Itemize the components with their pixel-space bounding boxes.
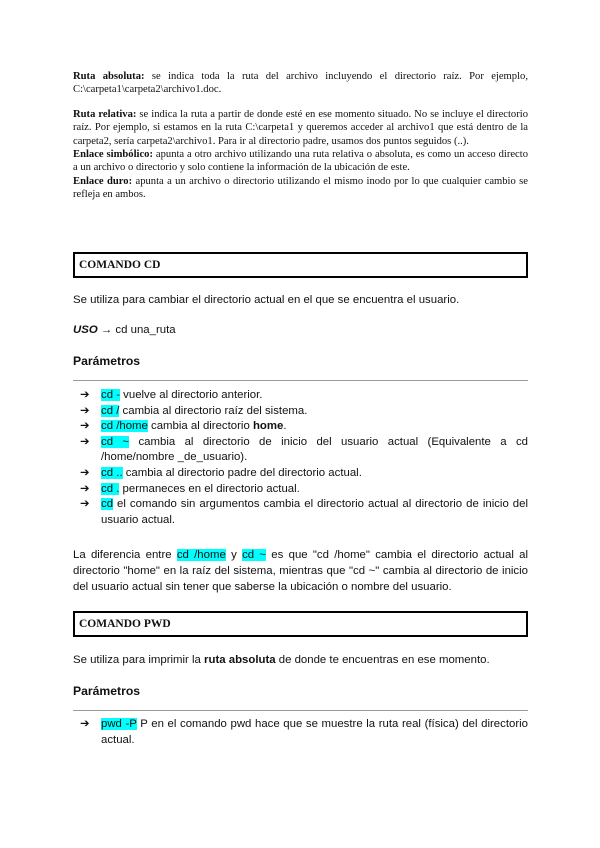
uso-text: cd una_ruta bbox=[112, 324, 176, 336]
definition-text: apunta a otro archivo utilizando una ruta relativa o absoluta, es como un acceso directo a un archivo o directorio y solo contiene la información de la ubicación de este. bbox=[73, 149, 528, 174]
definition-term: Enlace simbólico: bbox=[73, 149, 153, 161]
param-description: cambia al directorio padre del directorio actual. bbox=[122, 466, 362, 479]
uso-label: USO bbox=[73, 324, 98, 336]
command-code: pwd -P bbox=[101, 718, 137, 730]
definition-enlace-duro bbox=[73, 175, 528, 202]
arrow-bullet-icon: ➔ bbox=[80, 420, 90, 433]
section-heading-cd: COMANDO CD bbox=[73, 252, 528, 278]
param-description: el comando sin argumentos cambia el directorio actual al directorio de inicio del usuario actual. bbox=[101, 498, 528, 526]
param-description: cambia al directorio raíz del sistema. bbox=[119, 404, 308, 417]
param-description: cambia al directorio de inicio del usuario actual (Equivalente a cd /home/nombre _de_usuario). bbox=[101, 435, 528, 464]
text-run: es que "cd /home" cambia el directorio actual al directorio "home" en la raíz del sistema, mientras que "cd ~" cambia al directorio de inicio del usuario actual sin tener que saberse la ubicación o nombre del usuario. bbox=[73, 549, 528, 593]
command-code: cd / bbox=[101, 404, 120, 417]
param-description: vuelve al directorio anterior. bbox=[120, 389, 263, 401]
list-item bbox=[73, 435, 528, 466]
pwd-intro bbox=[73, 652, 528, 668]
arrow-bullet-icon: ➔ bbox=[80, 435, 90, 448]
command-code: cd /home bbox=[101, 420, 148, 433]
definition-term: Ruta absoluta: bbox=[73, 71, 145, 82]
param-description: P en el comando pwd hace que se muestre la ruta real (física) del directorio actual. bbox=[101, 718, 528, 746]
definition-text: se indica toda la ruta del archivo incluyendo el directorio raíz. Por ejemplo, C:\carpeta1\carpeta2\archivo1.doc. bbox=[73, 71, 528, 96]
text-run: de donde te encuentras en ese momento. bbox=[275, 654, 490, 666]
definition-ruta-relativa bbox=[73, 108, 528, 148]
definition-enlace-simbolico bbox=[73, 148, 528, 175]
list-item bbox=[73, 497, 528, 528]
divider bbox=[73, 380, 528, 381]
cd-params-list bbox=[73, 388, 528, 528]
cd-usage bbox=[73, 322, 528, 338]
arrow-bullet-icon: ➔ bbox=[80, 718, 90, 730]
divider bbox=[73, 710, 528, 711]
cd-params-heading: Parámetros bbox=[73, 354, 141, 368]
pwd-params-heading: Parámetros bbox=[73, 684, 141, 698]
list-item bbox=[73, 388, 528, 404]
list-item bbox=[73, 717, 528, 748]
list-item bbox=[73, 482, 528, 498]
text-run: La diferencia entre bbox=[73, 549, 177, 561]
arrow-bullet-icon: ➔ bbox=[80, 482, 90, 495]
command-code: cd ~ bbox=[101, 435, 130, 448]
arrow-bullet-icon: ➔ bbox=[80, 404, 90, 417]
param-description: cambia al directorio bbox=[147, 420, 253, 433]
command-code: cd .. bbox=[101, 466, 123, 479]
arrow-bullet-icon: ➔ bbox=[80, 389, 90, 401]
list-item bbox=[73, 404, 528, 420]
section-heading-pwd: COMANDO PWD bbox=[73, 611, 528, 637]
param-description: permaneces en el directorio actual. bbox=[119, 482, 300, 495]
arrow-bullet-icon: ➔ bbox=[80, 498, 90, 511]
list-item bbox=[73, 466, 528, 482]
cd-intro: Se utiliza para cambiar el directorio actual en el que se encuentra el usuario. bbox=[73, 294, 460, 306]
definition-text: apunta a un archivo o directorio utilizando el mismo inodo por lo que cualquier cambio se refleja en ambos. bbox=[73, 175, 528, 201]
definition-text: se indica la ruta a partir de donde esté en ese momento situado. No se incluye el directorio raíz. Por ejemplo, si estamos en la ruta C:\carpeta1 y queremos acceder al archivo1 que está dentro de la carpeta2, sería carpeta2\archivo1. Para ir al directorio padre, usamos dos puntos seguidos (..). bbox=[73, 108, 528, 147]
definition-term: Ruta relativa: bbox=[73, 108, 137, 120]
definitions-block bbox=[73, 70, 528, 202]
command-code: cd . bbox=[101, 482, 120, 495]
arrow-icon: → bbox=[100, 324, 113, 336]
text-run: Se utiliza para imprimir la bbox=[73, 654, 205, 666]
definition-ruta-absoluta bbox=[73, 70, 528, 97]
text-run: y bbox=[225, 549, 243, 561]
definition-term: Enlace duro: bbox=[73, 175, 133, 187]
pwd-params-list bbox=[73, 717, 528, 748]
command-code: cd ~ bbox=[242, 549, 267, 561]
command-code: cd /home bbox=[176, 549, 226, 561]
command-code: cd - bbox=[101, 389, 120, 401]
arrow-bullet-icon: ➔ bbox=[80, 466, 90, 479]
list-item bbox=[73, 419, 528, 435]
cd-difference-paragraph bbox=[73, 547, 528, 595]
param-post: . bbox=[283, 420, 287, 433]
param-bold: home bbox=[252, 420, 284, 433]
command-code: cd bbox=[101, 498, 114, 511]
text-bold: ruta absoluta bbox=[204, 654, 276, 666]
